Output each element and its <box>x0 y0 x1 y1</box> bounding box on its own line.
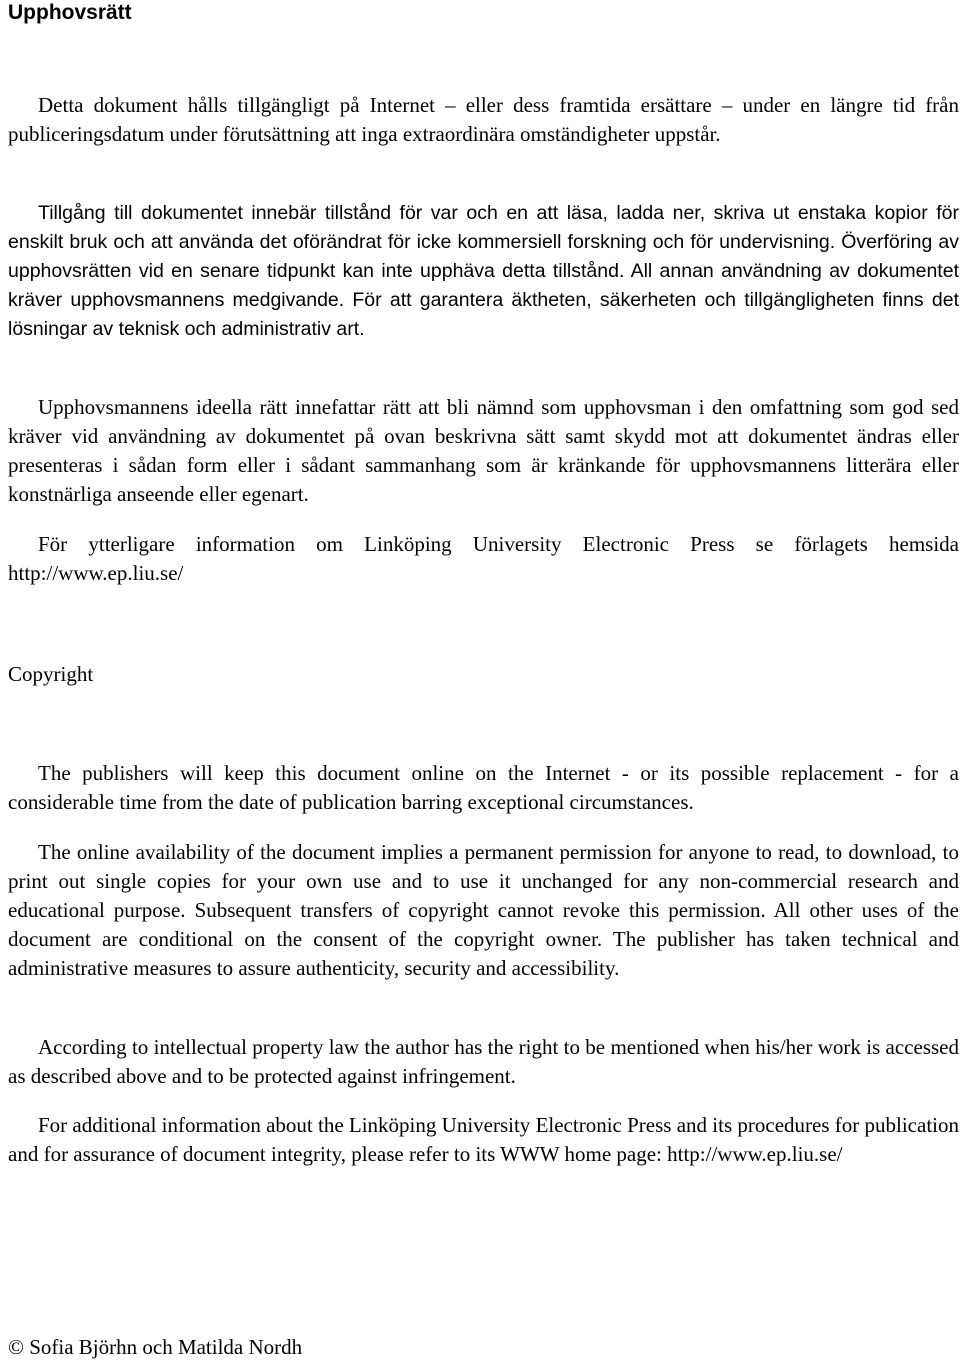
swedish-paragraph-1: Detta dokument hålls tillgängligt på Internet – eller dess framtida ersättare – under en längre tid från publiceringsdatum under förutsättning att inga extraordinära omständigheter uppstår. <box>8 93 959 146</box>
english-paragraph-1: The publishers will keep this document online on the Internet - or its possible replacement - for a considerable time from the date of publication barring exceptional circumstances. <box>8 761 959 814</box>
swedish-paragraph-2: Tillgång till dokumentet innebär tillstånd för var och en att läsa, ladda ner, skriva ut enstaka kopior för enskilt bruk och att använda det oförändrat för icke kommersiell forskning och för undervisning. Överföring av upphovsrätten vid en senare tidpunkt kan inte upphäva detta tillstånd. All annan användning av dokumentet kräver upphovsmannens medgivande. För att garantera äktheten, säkerheten och tillgängligheten finns det lösningar av teknisk och administrativ art. <box>8 202 959 340</box>
english-paragraph-3: According to intellectual property law the author has the right to be mentioned when his/her work is accessed as described above and to be protected against infringement. <box>8 1035 959 1088</box>
english-heading: Copyright <box>8 662 94 686</box>
swedish-paragraph-4: För ytterligare information om Linköping University Electronic Press se förlagets hemsida http://www.ep.liu.se/ <box>8 532 959 585</box>
copyright-notice: © Sofia Björhn och Matilda Nordh <box>8 1335 303 1359</box>
swedish-heading: Upphovsrätt <box>8 1 132 24</box>
english-paragraph-4: For additional information about the Linköping University Electronic Press and its procedures for publication and for assurance of document integrity, please refer to its WWW home page: http://www.ep.liu.se/ <box>8 1113 959 1166</box>
swedish-paragraph-3: Upphovsmannens ideella rätt innefattar rätt att bli nämnd som upphovsman i den omfattning som god sed kräver vid användning av dokumentet på ovan beskrivna sätt samt skydd mot att dokumentet ändras eller presenteras i sådan form eller i sådant sammanhang som är kränkande för upphovsmannens litterära eller konstnärliga anseende eller egenart. <box>8 395 959 506</box>
english-paragraph-2: The online availability of the document implies a permanent permission for anyone to read, to download, to print out single copies for your own use and to use it unchanged for any non-commercial research and educational purpose. Subsequent transfers of copyright cannot revoke this permission. All other uses of the document are conditional on the consent of the copyright owner. The publisher has taken technical and administrative measures to assure authenticity, security and accessibility. <box>8 840 959 980</box>
